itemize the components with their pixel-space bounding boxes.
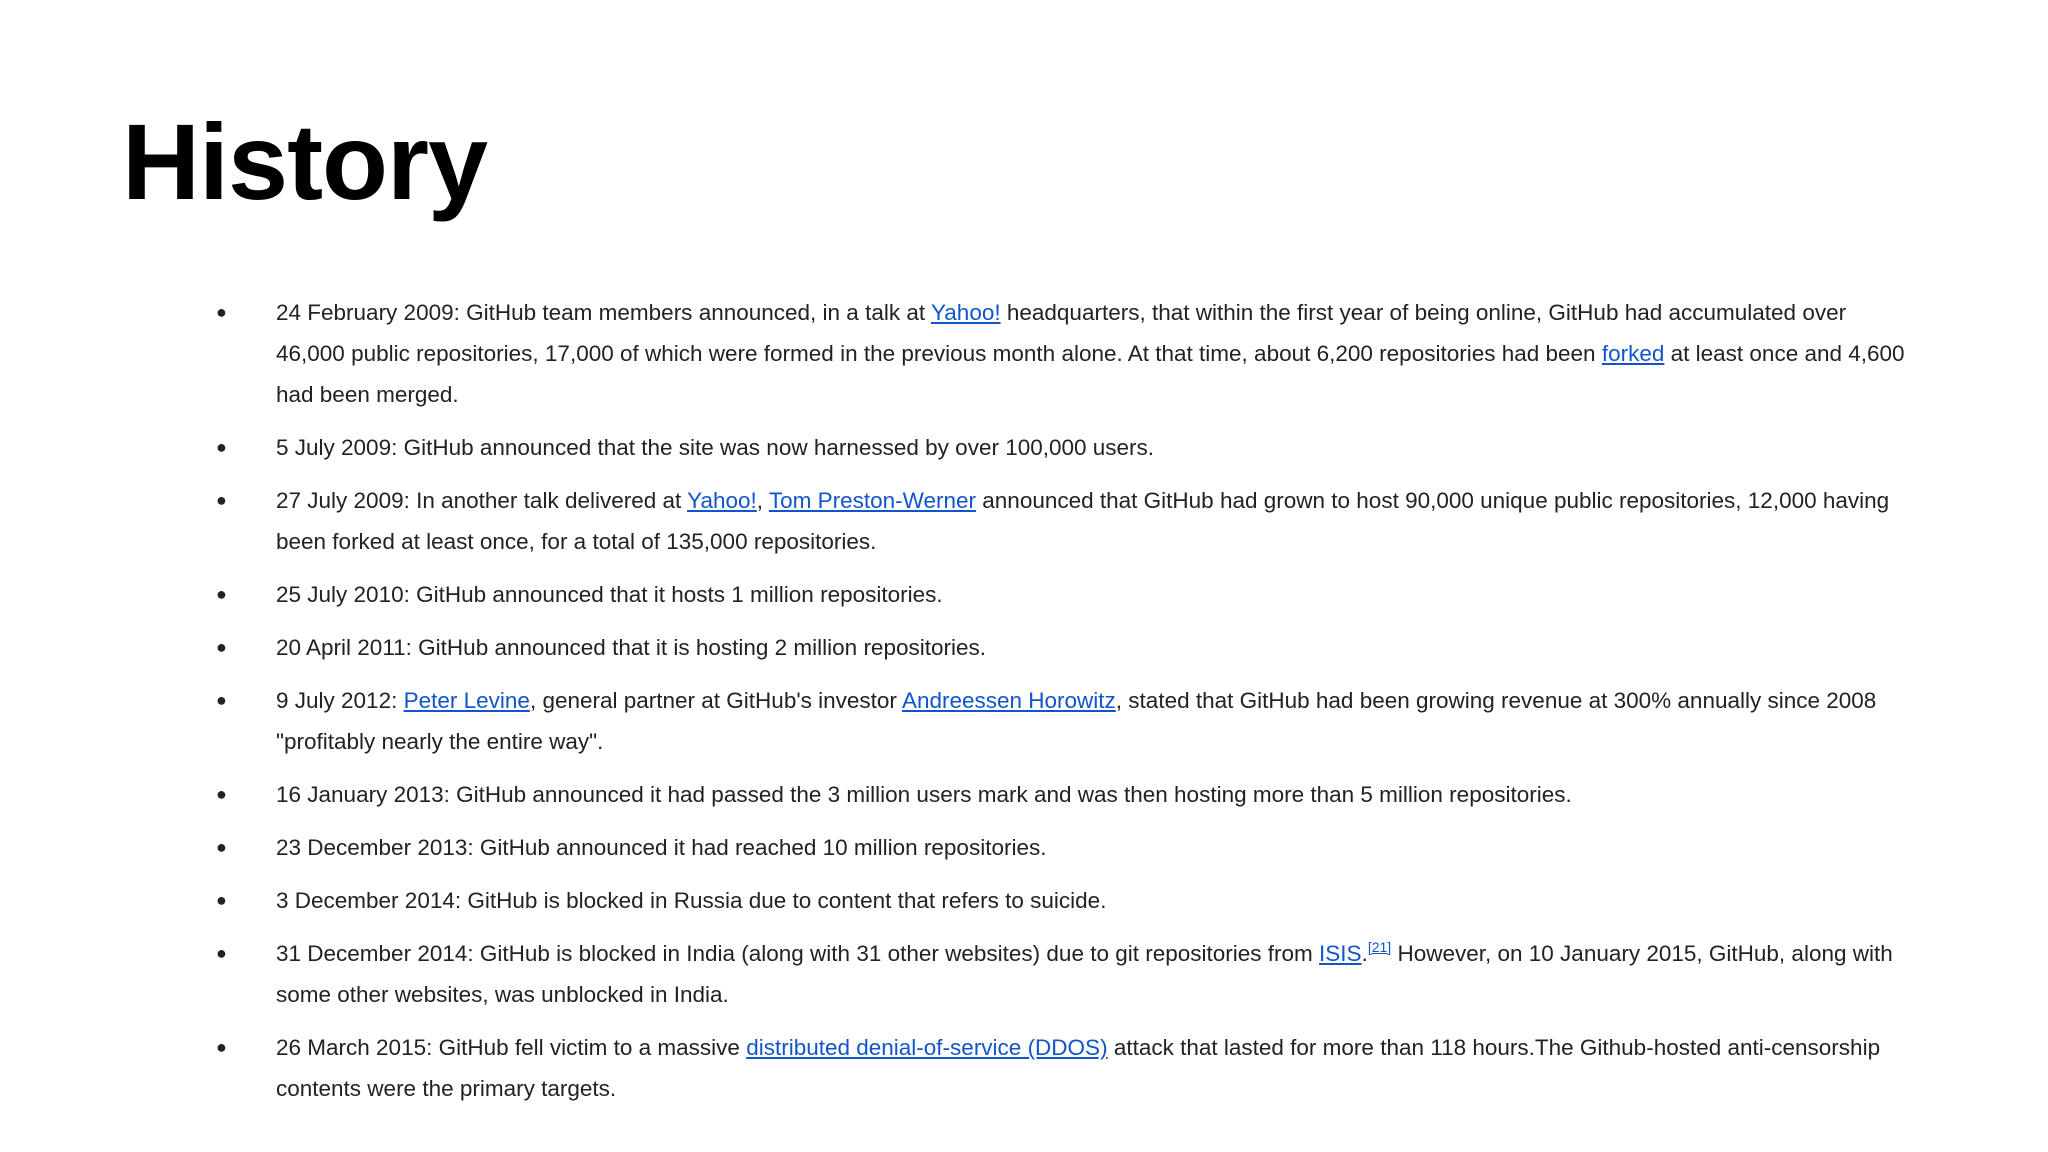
- history-item: [216, 574, 1916, 615]
- item-text: , stated that GitHub had been growing revenue at 300% annually since 2008 "profitably nearly the entire way".: [276, 688, 1877, 754]
- item-text: ,: [756, 488, 769, 513]
- bullet-icon: ●: [216, 1037, 227, 1057]
- item-text: 20 April 2011: GitHub announced that it is hosting 2 million repositories.: [276, 635, 986, 660]
- link-andreessen-horowitz[interactable]: Andreessen Horowitz: [901, 688, 1116, 713]
- link-forked[interactable]: forked: [1601, 341, 1665, 366]
- item-text: 31 December 2014: GitHub is blocked in India (along with 31 other websites) due to git repositories from: [276, 941, 1320, 966]
- history-item: [216, 292, 1916, 415]
- item-text: at least once and 4,600 had been merged.: [276, 341, 1905, 407]
- item-text: 23 December 2013: GitHub announced it had reached 10 million repositories.: [276, 835, 1047, 860]
- history-item: [216, 680, 1916, 762]
- history-item: [216, 480, 1916, 562]
- slide-title: History: [122, 101, 488, 222]
- item-text: However, on 10 January 2015, GitHub, along with some other websites, was unblocked in India.: [276, 941, 1893, 1007]
- item-text: 24 February 2009: GitHub team members announced, in a talk at: [276, 300, 931, 325]
- history-item: [216, 880, 1916, 921]
- history-item: [216, 933, 1916, 1015]
- item-text: headquarters, that within the first year of being online, GitHub had accumulated over 46,000 public repositories, 17,000 of which were formed in the previous month alone. At that time, about 6,200 repositories had been: [276, 300, 1847, 366]
- history-bullet-list: [216, 292, 1916, 1121]
- item-text: 27 July 2009: In another talk delivered at: [276, 488, 688, 513]
- link-yahoo[interactable]: Yahoo!: [687, 488, 757, 513]
- item-text: .: [1361, 941, 1368, 966]
- link-ddos[interactable]: distributed denial-of-service (DDOS): [746, 1035, 1108, 1060]
- link-tom-preston-werner[interactable]: Tom Preston-Werner: [768, 488, 977, 513]
- bullet-icon: ●: [216, 943, 227, 963]
- link-yahoo[interactable]: Yahoo!: [930, 300, 1001, 325]
- bullet-icon: ●: [216, 584, 227, 604]
- item-text: announced that GitHub had grown to host 90,000 unique public repositories, 12,000 having been forked at least once, for a total of 135,000 repositories.: [276, 488, 1890, 554]
- item-text: 25 July 2010: GitHub announced that it hosts 1 million repositories.: [276, 582, 943, 607]
- bullet-icon: ●: [216, 837, 227, 857]
- item-text: 26 March 2015: GitHub fell victim to a massive: [276, 1035, 747, 1060]
- item-text: 3 December 2014: GitHub is blocked in Russia due to content that refers to suicide.: [276, 888, 1107, 913]
- citation-ref: [1368, 939, 1391, 955]
- citation-link[interactable]: [21]: [1367, 939, 1392, 955]
- history-item: [216, 1027, 1916, 1109]
- bullet-icon: ●: [216, 302, 227, 322]
- history-item: [216, 627, 1916, 668]
- item-text: attack that lasted for more than 118 hours.The Github-hosted anti-censorship contents were the primary targets.: [276, 1035, 1881, 1101]
- bullet-icon: ●: [216, 690, 227, 710]
- history-item: [216, 427, 1916, 468]
- item-text: , general partner at GitHub's investor: [529, 688, 902, 713]
- bullet-icon: ●: [216, 784, 227, 804]
- bullet-icon: ●: [216, 890, 227, 910]
- item-text: 5 July 2009: GitHub announced that the site was now harnessed by over 100,000 users.: [276, 435, 1155, 460]
- link-isis[interactable]: ISIS: [1319, 941, 1362, 966]
- history-item: [216, 774, 1916, 815]
- bullet-icon: ●: [216, 437, 227, 457]
- link-peter-levine[interactable]: Peter Levine: [403, 688, 530, 713]
- item-text: 16 January 2013: GitHub announced it had passed the 3 million users mark and was then hosting more than 5 million repositories.: [276, 782, 1572, 807]
- item-text: 9 July 2012:: [276, 688, 404, 713]
- bullet-icon: ●: [216, 637, 227, 657]
- bullet-icon: ●: [216, 490, 227, 510]
- history-item: [216, 827, 1916, 868]
